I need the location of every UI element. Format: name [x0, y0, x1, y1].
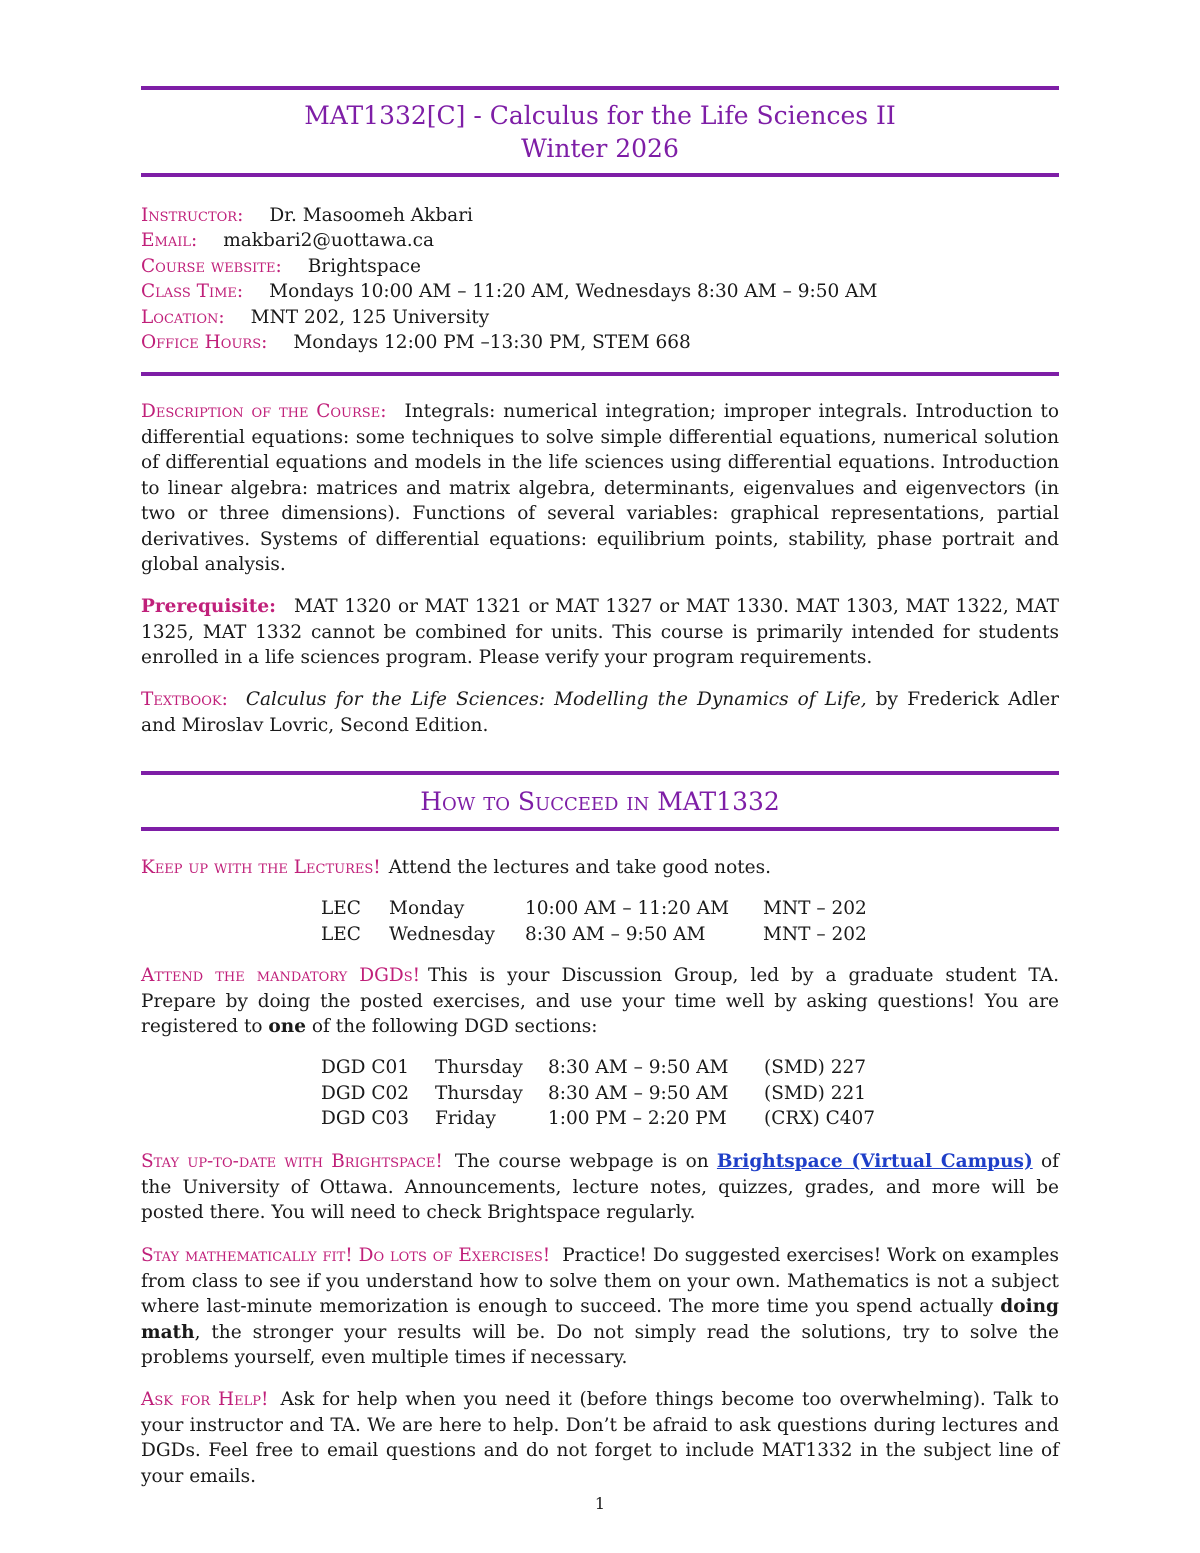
section-bottom-rule	[141, 827, 1059, 831]
course-title: MAT1332[C] - Calculus for the Life Sciences II	[304, 101, 896, 130]
page-number: 1	[594, 1494, 606, 1513]
info-email: Email: makbari2@uottawa.ca	[141, 230, 434, 252]
table-row: LEC Monday 10:00 AM – 11:20 AM MNT – 202	[321, 898, 867, 919]
table-row: DGD C03 Friday 1:00 PM – 2:20 PM (CRX) C407	[321, 1108, 876, 1129]
exercises-tip: Stay mathematically fit! Do lots of Exercises! Practice! Do suggested exercises! Work on examples from class to see if you understand how to solve them on your own. Mathematics is not a subject where last-minute memorization is enough to succeed. The more time you spend actually doing math, the stronger your results will be. Do not simply read the solutions, try to solve the problems yourself, even multiple times if necessary.	[141, 1245, 1059, 1368]
course-info	[141, 203, 1059, 355]
help-tip: Ask for Help! Ask for help when you need it (before things become too overwhelming). Talk to your instructor and TA. We are here to help. Don’t be afraid to ask questions during lectures and DGDs. Feel free to email questions and do not forget to include MAT1332 in the subject line of your emails.	[141, 1389, 1059, 1487]
dgd-tip: Attend the mandatory DGDs! This is your Discussion Group, led by a graduate student TA. Prepare by doing the posted exercises, and use your time well by asking questions! You are registered to one of the following DGD sections:	[141, 965, 1059, 1037]
prerequisite: Prerequisite: MAT 1320 or MAT 1321 or MAT 1327 or MAT 1330. MAT 1303, MAT 1322, MAT 1325, MAT 1332 cannot be combined for units. This course is primarily intended for students enrolled in a life sciences program. Please verify your program requirements.	[141, 596, 1059, 668]
brightspace-tip: Stay up-to-date with Brightspace! The course webpage is on Brightspace (Virtual Campus) of the University of Ottawa. Announcements, lecture notes, quizzes, grades, and more will be posted there. You will need to check Brightspace regularly.	[141, 1151, 1059, 1223]
table-row: DGD C01 Thursday 8:30 AM – 9:50 AM (SMD) 227	[321, 1057, 867, 1078]
term-title: Winter 2026	[521, 134, 679, 163]
section-heading: How to Succeed in MAT1332	[420, 787, 780, 816]
info-class-time: Class Time: Mondays 10:00 AM – 11:20 AM, Wednesdays 8:30 AM – 9:50 AM	[141, 281, 878, 303]
textbook: Textbook: Calculus for the Life Sciences: Modelling the Dynamics of Life, by Frederick Adler and Miroslav Lovric, Second Edition.	[141, 689, 1059, 736]
lecture-schedule	[321, 896, 867, 947]
info-bottom-rule	[141, 372, 1059, 376]
info-instructor: Instructor: Dr. Masoomeh Akbari	[141, 205, 473, 226]
title-bottom-rule	[141, 173, 1059, 177]
table-row: LEC Wednesday 8:30 AM – 9:50 AM MNT – 202	[321, 923, 867, 945]
section-top-rule	[141, 771, 1059, 775]
top-rule	[141, 86, 1059, 90]
lectures-tip: Keep up with the Lectures! Attend the lectures and take good notes.	[141, 857, 771, 878]
dgd-schedule	[321, 1055, 875, 1132]
brightspace-link[interactable]: Brightspace (Virtual Campus)	[716, 1151, 1033, 1172]
table-row: DGD C02 Thursday 8:30 AM – 9:50 AM (SMD) 221	[321, 1082, 867, 1104]
info-office-hours: Office Hours: Mondays 12:00 PM –13:30 PM, STEM 668	[141, 331, 691, 353]
course-description: Description of the Course: Integrals: numerical integration; improper integrals. Introduction to differential equations: some techniques to solve simple differential equations, numerical solution of differential equations and models in the life sciences using differential equations. Introduction to linear algebra: matrices and matrix algebra, determinants, eigenvalues and eigenvectors (in two or three dimensions). Functions of several variables: graphical representations, partial derivatives. Systems of differential equations: equilibrium points, stability, phase portrait and global analysis.	[141, 401, 1060, 575]
info-location: Location: MNT 202, 125 University	[141, 306, 490, 328]
info-website: Course website: Brightspace	[141, 255, 421, 277]
